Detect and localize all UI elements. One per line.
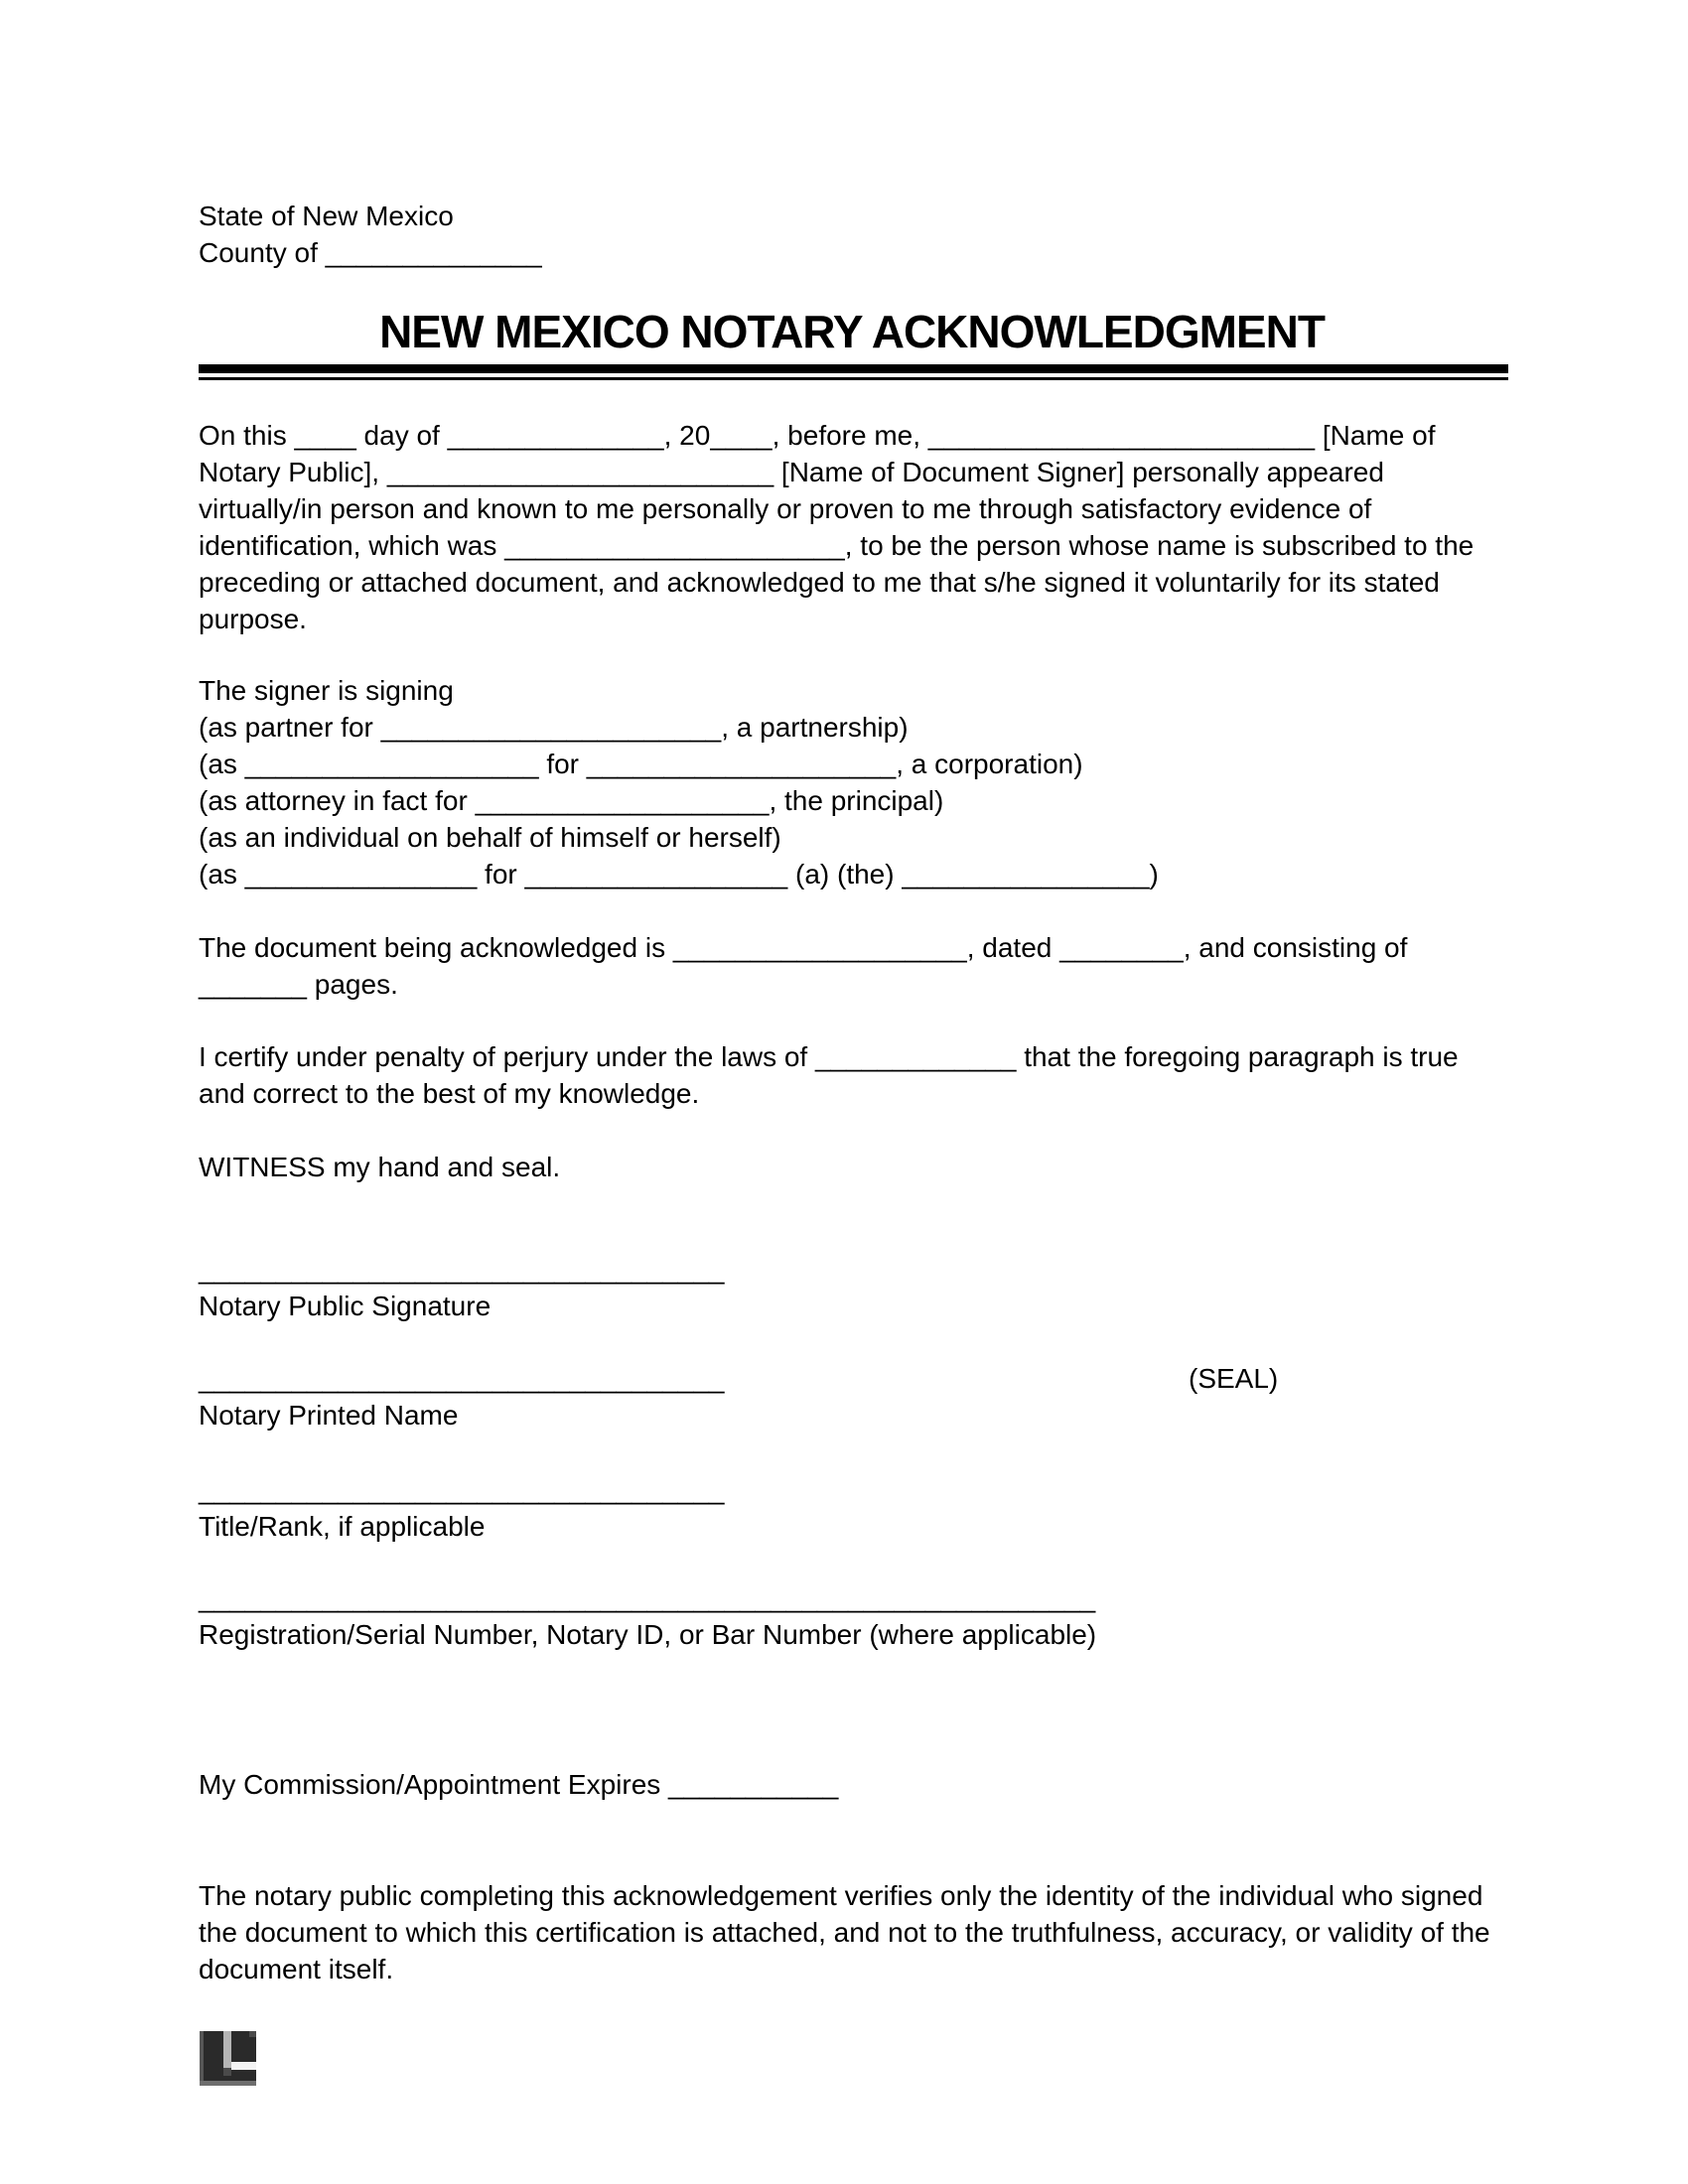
acknowledgment-paragraph: On this ____ day of ______________, 20____, before me, _________________________ [Name of Notary Public], _________________________ [Name of Document Signer] personally appeared virtually/in person and known to me personally or proven to me through satisfactory evidence of identification, which was ______________________, to be the person whose name is subscribed to the preceding or attached document, and acknowledged to me that s/he signed it voluntarily for its stated purpose. [199,420,1475,634]
document-statement: The document being acknowledged is ___________________, dated ________, and consisting of _______ pages. [199,932,1408,1000]
signer-intro-line: The signer is signing [199,675,454,706]
signer-other-line: (as _______________ for _________________ (a) (the) ________________) [199,859,1159,889]
notary-signature-block [199,1251,1505,1324]
state-line: State of New Mexico [199,201,454,231]
logo-l-horizontal [231,2062,256,2070]
registration-label: Registration/Serial Number, Notary ID, or Bar Number (where applicable) [199,1619,1097,1650]
logo-l-foot [223,2068,231,2076]
printed-name-label: Notary Printed Name [199,1400,459,1431]
registration-number-block [199,1579,1505,1653]
footer-disclaimer: The notary public completing this acknowledgement verifies only the identity of the individual who signed the document to which this certification is attached, and not to the truthfulness, accuracy, or validity of the document itself. [199,1880,1490,1984]
commission-expiration-line: My Commission/Appointment Expires ___________ [199,1769,839,1800]
signer-section [199,672,1505,892]
notary-printed-name-block [199,1360,1505,1433]
county-line: County of ______________ [199,237,542,268]
page-title: NEW MEXICO NOTARY ACKNOWLEDGMENT [379,306,1325,357]
seal-placeholder: (SEAL) [1189,1363,1279,1394]
title-rank-block [199,1471,1505,1545]
certify-statement: I certify under penalty of perjury under the laws of _____________ that the foregoing paragraph is true and correct to the best of my knowledge. [199,1041,1459,1109]
printed-name-line: __________________________________ [199,1363,725,1394]
title-rule-thick [199,364,1508,373]
signer-corporation-line: (as ___________________ for ____________________, a corporation) [199,749,1083,779]
title-rank-line: __________________________________ [199,1474,725,1505]
registration-line: __________________________________________________________ [199,1582,1096,1613]
logo-l-vertical [223,2031,231,2068]
signer-individual-line: (as an individual on behalf of himself or herself) [199,822,781,853]
title-rule-thin [199,377,1508,380]
witness-line: WITNESS my hand and seal. [199,1152,561,1182]
logo-notch [249,2031,256,2037]
title-rank-label: Title/Rank, if applicable [199,1511,486,1542]
signer-partner-line: (as partner for ______________________, a partnership) [199,712,909,743]
logo-left-edge [200,2031,204,2086]
signer-attorney-line: (as attorney in fact for ___________________, the principal) [199,785,944,816]
legal-templates-logo [200,2031,256,2086]
logo-bottom-edge [200,2081,256,2086]
state-county-header [199,198,1505,271]
signature-line: __________________________________ [199,1254,725,1285]
signature-label: Notary Public Signature [199,1291,492,1321]
